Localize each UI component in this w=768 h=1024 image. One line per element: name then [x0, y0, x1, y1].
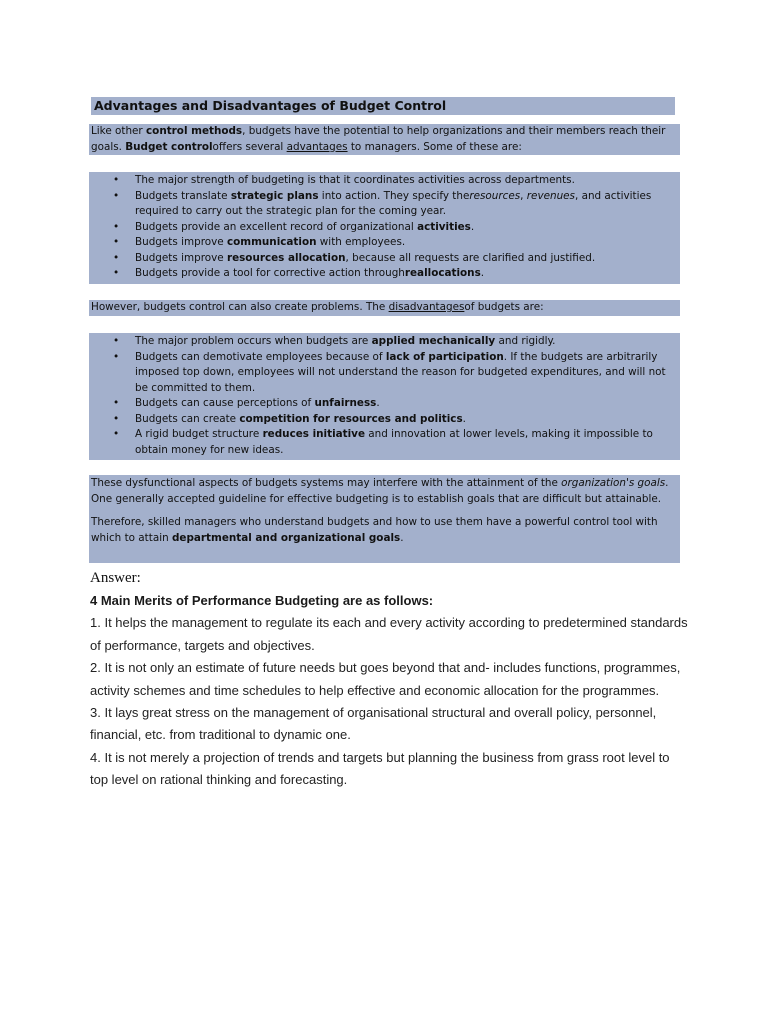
therefore-text: [91, 515, 678, 546]
bold-text: communication: [226, 236, 317, 248]
text-span: , and activities required to carry out the strategic plan for the coming year.: [135, 189, 652, 217]
text-span: of budgets are:: [464, 301, 544, 313]
disadvantages-list: [89, 333, 680, 460]
bold-text: Budget control: [125, 140, 213, 153]
text-span: .: [470, 220, 475, 233]
text-span: Therefore, skilled managers who understand budgets and how to use them have a powerful control tool with which to attain: [91, 516, 658, 544]
bold-text: resources allocation: [226, 251, 346, 264]
italic-text: organization's goals: [561, 477, 666, 489]
bold-text: lack of participation: [385, 350, 504, 363]
text-span: Budgets can demotivate employees because of: [135, 350, 386, 363]
list-item: [89, 235, 676, 251]
list-item: [89, 251, 676, 267]
text-span: to managers. Some of these are:: [347, 140, 522, 153]
advantages-list: [89, 172, 680, 284]
text-span: ,: [520, 189, 527, 202]
bold-text: competition for resources and politics: [239, 412, 463, 425]
text-span: The major problem occurs when budgets are: [135, 335, 372, 347]
text-span: Budgets provide an excellent record of organizational: [135, 220, 418, 233]
bold-text: unfairness: [314, 397, 377, 409]
list-item: [89, 427, 676, 458]
bold-text: strategic plans: [230, 189, 319, 202]
bold-text: applied mechanically: [371, 335, 496, 347]
italic-text: resources: [469, 189, 521, 202]
list-item: [89, 173, 676, 189]
bold-text: departmental and organizational goals: [171, 531, 401, 544]
text-span: .: [480, 267, 485, 279]
list-item: [89, 220, 676, 236]
text-span: with employees.: [316, 236, 406, 248]
list-item: [89, 266, 676, 282]
text-span: A rigid budget structure: [135, 428, 263, 440]
bold-text: control methods: [146, 125, 243, 137]
merits-heading: 4 Main Merits of Performance Budgeting are as follows:: [90, 593, 434, 608]
text-span: Budgets improve: [135, 236, 227, 248]
merit-item: 1. It helps the management to regulate its each and every activity according to predetermined standards of performance, targets and objectives.: [90, 615, 688, 653]
text-span: Like other: [91, 125, 147, 137]
text-span: .: [376, 397, 380, 409]
italic-text: revenues: [526, 189, 575, 202]
intro-paragraph: [89, 124, 680, 155]
list-item: [89, 350, 676, 397]
list-item: [89, 189, 676, 220]
dysfunctional-paragraph: [89, 475, 680, 563]
text-span: and rigidly.: [495, 335, 556, 347]
merit-item: 4. It is not merely a projection of trends and targets but planning the business from grass root level to top level on rational thinking and forecasting.: [90, 749, 670, 788]
text-span: These dysfunctional aspects of budgets systems may interfere with the attainment of the: [91, 477, 562, 489]
text-span: Budgets translate: [135, 189, 231, 202]
bold-text: reduces initiative: [262, 428, 365, 440]
text-span: However, budgets control can also create problems. The: [91, 301, 389, 313]
page-title: Advantages and Disadvantages of Budget Control: [91, 97, 675, 115]
text-span: . One generally accepted guideline for effective budgeting is to establish goals that are difficult but attainable.: [91, 477, 669, 505]
text-span: .: [462, 412, 466, 425]
text-span: Budgets can create: [135, 412, 240, 425]
text-span: Budgets improve: [135, 251, 227, 264]
bold-text: reallocations: [404, 267, 481, 279]
text-span: into action. They specify the: [318, 189, 470, 202]
text-span: The major strength of budgeting is that it coordinates activities across departments.: [135, 174, 575, 186]
text-span: offers several: [212, 140, 287, 153]
merit-item: 2. It is not only an estimate of future needs but goes beyond that and- includes functions, programmes, activity schemes and time schedules to help effective and economic allocation for the programmes.: [90, 660, 681, 698]
merit-item: 3. It lays great stress on the management of organisational structural and overall policy, personnel, financial, etc. from traditional to dynamic one.: [90, 705, 657, 743]
text-span: . If the budgets are arbitrarily imposed top down, employees will not understand the reason for budgeted expenditures, and will not be committed to them.: [135, 350, 666, 394]
list-item: [89, 334, 676, 350]
text-span: and innovation at lower levels, making it impossible to obtain money for new ideas.: [135, 428, 653, 456]
bold-text: activities: [417, 220, 471, 233]
list-item: [89, 412, 676, 428]
text-span: Budgets can cause perceptions of: [135, 397, 315, 409]
text-span: , because all requests are clarified and justified.: [345, 251, 596, 264]
list-item: [89, 396, 676, 412]
however-paragraph: [89, 300, 680, 316]
text-span: Budgets provide a tool for corrective action through: [135, 267, 405, 279]
underlined-text: disadvantages: [388, 301, 465, 313]
text-span: .: [400, 531, 404, 544]
merits-section: [90, 590, 690, 792]
answer-label: Answer:: [90, 570, 141, 586]
text-span: , budgets have the potential to help organizations and their members reach their goals.: [91, 125, 666, 153]
dysfunctional-text: [91, 476, 678, 507]
underlined-text: advantages: [286, 140, 348, 153]
